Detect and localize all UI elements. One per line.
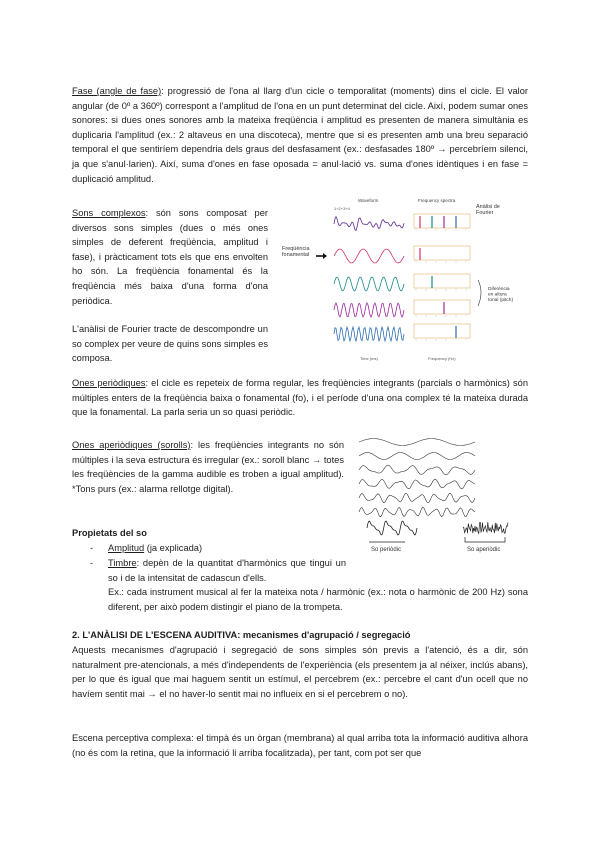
figure1-label-fourier <box>476 204 501 216</box>
fourier-figure <box>278 194 528 364</box>
diff-line-1: Diferència <box>488 287 510 292</box>
fundamental-line-2: fonamental <box>282 252 310 258</box>
spectrum-box-4 <box>414 324 470 338</box>
aperiodic-text: : les freqüències integrants no són múltiples i la seva estructura és irregular (ex.: soroll blanc → totes les freqüències de la gamma audible es troben a igual amplitud). *Tons purs (ex.: alarma rellotge digital). <box>72 440 345 494</box>
phase-paragraph <box>72 84 528 186</box>
periodic-term: Ones periòdiques <box>72 378 146 388</box>
pa-wave-row-5 <box>359 507 475 517</box>
aperiodic-term: Ones aperiòdiques (sorolls) <box>72 440 191 450</box>
waveform-row-2 <box>334 277 404 291</box>
waveform-row-1 <box>334 249 404 263</box>
waveform-rows <box>334 217 404 341</box>
pa-wave-row-1 <box>359 453 475 460</box>
figure1-sum-label: 1+2+3+4 <box>334 206 350 211</box>
figure2-label-aperiodic: So aperiòdic <box>467 547 501 553</box>
section2-paragraph-1: Aquests mecanismes d'agrupació i segregació de sons simples són previs a l'atenció, és a dir, són naturalment pre-atencionals, a més d'independents de l'experiència (els presentem ja al néixer, inclús abans), per lo que és igual que mai haguem sentit un estímul, el percebrem (ex.: percebre el cant d'un ocell que no havíem sentit mai → el no haver-lo sentit mai no influeix en si el percebrem o no). <box>72 645 528 699</box>
aperiodic-paragraph <box>72 438 344 496</box>
pa-wave-row-4 <box>359 493 475 502</box>
complex-text: : són sons composat per diversos sons simples (dues o més ones simples de deferent freqüència, amplitud i fase), i pràcticament tots els que ens envolten ho són. La freqüència fonamental és la freqüència més baixa d'una forma d'ona periòdica. <box>72 208 268 306</box>
fourier-paragraph: L'anàlisi de Fourier tracte de descompondre un so complex per veure de quins sons simples es composa. <box>72 324 268 364</box>
figure1-col-spectrum: Frequency spectra <box>418 198 456 203</box>
spectrum-box-1 <box>414 246 470 260</box>
waveform-row-4 <box>334 327 404 341</box>
spectrum-box-2 <box>414 274 470 288</box>
diff-line-2: en altura <box>488 292 507 298</box>
fourier-line-2: Fourier <box>476 210 494 216</box>
amplitude-item <box>108 541 528 556</box>
pa-wave-row-2 <box>359 465 475 475</box>
figure1-col-waveform: Waveform <box>358 198 379 203</box>
fourier-figure-svg <box>278 194 528 364</box>
amplitude-bullet: - <box>90 543 94 553</box>
spectrum-box-3 <box>414 300 470 314</box>
periodic-paragraph <box>72 376 528 420</box>
waveform-row-3 <box>334 303 404 317</box>
spectrum-box-0 <box>414 214 470 228</box>
section2-heading: 2. L'ANÀLISI DE L'ESCENA AUDITIVA: mecanismes d'agrupació / segregació <box>72 630 411 640</box>
properties-heading: Propietats del so <box>72 528 147 538</box>
fundamental-line-1: Freqüència <box>282 246 310 252</box>
figure2-label-periodic: So periòdic <box>371 547 402 553</box>
figure1-label-fundamental <box>282 246 311 258</box>
pa-wave-row-3 <box>359 479 475 489</box>
waveform-row-0 <box>334 217 404 231</box>
brace-icon <box>478 280 481 306</box>
timbre-bullet: - <box>90 558 94 568</box>
spectrum-rows <box>414 214 470 341</box>
timbre-example: Ex.: cada instrument musical al fer la mateixa nota / harmònic (ex.: nota o harmònic de 200 Hz) sona diferent, per això podem distingir el piano de la trompeta. <box>108 587 528 612</box>
phase-term: Fase (angle de fase) <box>72 86 162 96</box>
periodic-aperiodic-waves <box>359 439 508 535</box>
diff-line-3: tonal (pitch) <box>488 298 514 303</box>
complex-term: Sons complexos <box>72 208 146 218</box>
fundamental-arrowhead-icon <box>323 253 327 259</box>
amplitude-term: Amplitud <box>108 543 145 553</box>
timbre-item <box>108 556 346 585</box>
timbre-term: Timbre <box>108 558 137 568</box>
section2-paragraph-2: Escena perceptiva complexa: el timpà és un òrgan (membrana) al qual arriba tota la informació auditiva alhora (no és com la retina, que la informació li arriba focalitzada), per tant, com pot ser que <box>72 733 528 758</box>
fourier-line-1: Anàlisi de <box>476 204 500 210</box>
amplitude-text: (ja explicada) <box>144 543 203 553</box>
pa-wave-row-0 <box>359 439 475 446</box>
periodic-text: : el cicle es repeteix de forma regular, les freqüències integrants (parcials o harmònics) són múltiples enters de la freqüència baixa o fonamental (fo), i el període d'una ona complex té la mateixa durada que la fonamental. La parla seria un so quasi periòdic. <box>72 378 529 418</box>
complex-paragraph <box>72 206 268 308</box>
figure1-xlabel-right: Frequency (Hz) <box>428 356 456 361</box>
phase-text: : progressió de l'ona al llarg d'un cicle o temporalitat (moments) dins el cicle. El valor angular (de 0º a 360º) correspont a l'amplitud de l'ona en un punt determinat del cicle. Així, podem sumar ones sonores: si dues ones sonores amb la mateixa freqüència i amplitud es presenten de manera simultània es duplicaria l'amplitud (ex.: 2 altaveus en una discoteca), mentre que si es presenten amb una breu separació temporal el que sentiríem dependria dels graus del desfasament (ex.: desfasades 180º → percebríem silenci, ja que s'anul·larien). Així, suma d'ones en fase oposada = anul·lació vs. suma d'ones idèntiques i en fase = duplicació amplitud. <box>72 86 528 184</box>
figure1-xlabel-left: Time (ms) <box>360 356 378 361</box>
figure1-label-diff <box>488 286 513 303</box>
timbre-text: : depèn de la quantitat d'harmònics que tingui un so i de la intensitat de cadascun d'ells. <box>108 558 346 583</box>
